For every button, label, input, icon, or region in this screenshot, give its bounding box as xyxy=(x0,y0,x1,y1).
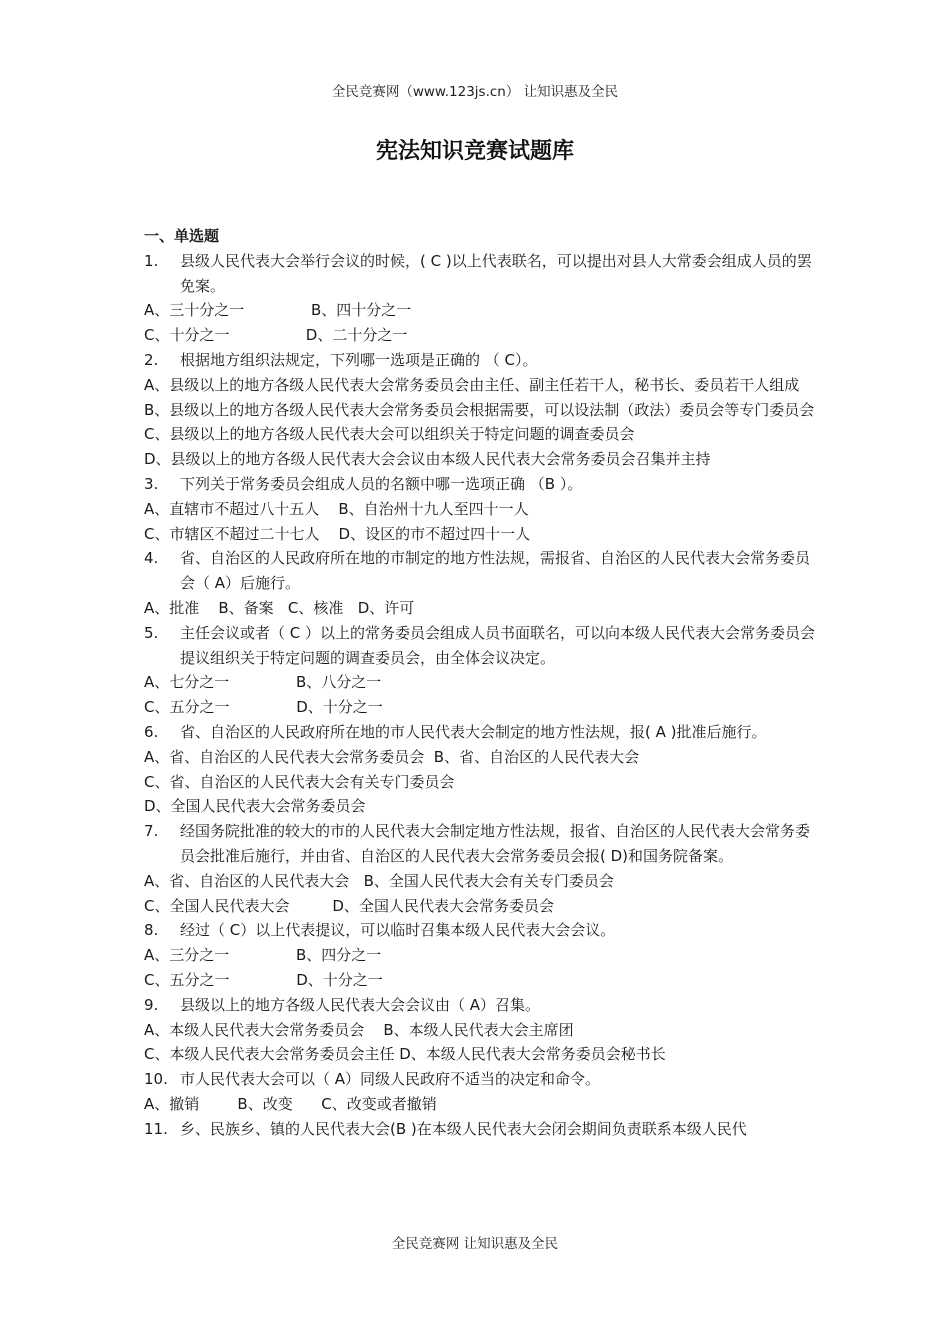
question-text: 县级以上的地方各级人民代表大会会议由（ A）召集。 xyxy=(180,995,541,1014)
answer-options: C、省、自治区的人民代表大会有关专门委员会 xyxy=(144,772,455,791)
question-number: 5. xyxy=(144,623,159,642)
question-number: 2. xyxy=(144,350,159,369)
question-item xyxy=(144,819,824,869)
question-text: 主任会议或者（ C ）以上的常务委员会组成人员书面联名，可以向本级人民代表大会常务委员会提议组织关于特定问题的调查委员会，由全体会议决定。 xyxy=(180,623,816,667)
answer-options: A、省、自治区的人民代表大会常务委员会 B、省、自治区的人民代表大会 xyxy=(144,747,640,766)
question-number: 9. xyxy=(144,995,159,1014)
question-item xyxy=(144,546,824,596)
answer-options: C、市辖区不超过二十七人 D、设区的市不超过四十一人 xyxy=(144,524,531,543)
question-number: 4. xyxy=(144,549,159,568)
question-number: 6. xyxy=(144,722,159,741)
question-number: 7. xyxy=(144,822,159,841)
question-number: 11. xyxy=(144,1119,168,1138)
answer-option: A、县级以上的地方各级人民代表大会常务委员会由主任、副主任若干人，秘书长、委员若干人组成 xyxy=(144,375,800,394)
answer-options: D、全国人民代表大会常务委员会 xyxy=(144,797,366,816)
answer-options: A、撤销 B、改变 C、改变或者撤销 xyxy=(144,1094,437,1113)
question-lines xyxy=(144,249,824,1142)
question-number: 3. xyxy=(144,474,159,493)
answer-options: A、批准 B、备案 C、核准 D、许可 xyxy=(144,598,415,617)
answer-options: A、七分之一 B、八分之一 xyxy=(144,673,382,692)
question-item xyxy=(144,1067,824,1092)
question-item xyxy=(144,918,824,943)
section-heading: 一、单选题 xyxy=(144,227,220,245)
question-item xyxy=(144,348,824,373)
question-item xyxy=(144,621,824,671)
answer-options: C、十分之一 D、二十分之一 xyxy=(144,326,408,345)
question-item xyxy=(144,472,824,497)
page-title: 宪法知识竞赛试题库 xyxy=(375,139,574,164)
answer-options: C、五分之一 D、十分之一 xyxy=(144,698,383,717)
answer-options: A、三分之一 B、四分之一 xyxy=(144,946,382,965)
question-number: 10. xyxy=(144,1070,168,1089)
answer-options: A、直辖市不超过八十五人 B、自治州十九人至四十一人 xyxy=(144,499,529,518)
question-text: 市人民代表大会可以（ A）同级人民政府不适当的决定和命令。 xyxy=(180,1070,601,1089)
question-text: 经过（ C）以上代表提议，可以临时召集本级人民代表大会会议。 xyxy=(180,921,616,940)
page-header: 全民竞赛网（www.123js.cn） 让知识惠及全民 xyxy=(331,84,619,100)
answer-options: D、县级以上的地方各级人民代表大会会议由本级人民代表大会常务委员会召集并主持 xyxy=(144,450,711,469)
question-number: 1. xyxy=(144,251,159,270)
question-text: 根据地方组织法规定，下列哪一选项是正确的 （ C）。 xyxy=(180,350,538,369)
answer-options: C、五分之一 D、十分之一 xyxy=(144,970,383,989)
question-item xyxy=(144,720,824,745)
question-text: 经国务院批准的较大的市的人民代表大会制定地方性法规，报省、自治区的人民代表大会常务委员会批准后施行，并由省、自治区的人民代表大会常务委员会报( D)和国务院备案。 xyxy=(180,822,811,865)
answer-options: A、三十分之一 B、四十分之一 xyxy=(144,301,412,320)
answer-options: C、全国人民代表大会 D、全国人民代表大会常务委员会 xyxy=(144,896,554,915)
answer-options: C、县级以上的地方各级人民代表大会可以组织关于特定问题的调查委员会 xyxy=(144,425,635,444)
question-text: 省、自治区的人民政府所在地的市人民代表大会制定的地方性法规，报( A )批准后施行。 xyxy=(180,722,767,741)
answer-options: A、省、自治区的人民代表大会 B、全国人民代表大会有关专门委员会 xyxy=(144,871,614,890)
answer-options: A、本级人民代表大会常务委员会 B、本级人民代表大会主席团 xyxy=(144,1020,574,1039)
answer-option: B、县级以上的地方各级人民代表大会常务委员会根据需要，可以设法制（政法）委员会等专门委员会 xyxy=(144,400,815,419)
question-text: 县级人民代表大会举行会议的时候，( C )以上代表联名，可以提出对县人大常委会组成人员的罢免案。 xyxy=(180,251,812,295)
question-number: 8. xyxy=(144,921,159,940)
question-item xyxy=(144,249,824,299)
question-item xyxy=(144,1117,824,1142)
answer-options: C、本级人民代表大会常务委员会主任 D、本级人民代表大会常务委员会秘书长 xyxy=(144,1045,666,1064)
page-footer: 全民竞赛网 让知识惠及全民 xyxy=(391,1236,559,1252)
question-text: 乡、民族乡、镇的人民代表大会(B )在本级人民代表大会闭会期间负责联系本级人民代 xyxy=(180,1119,747,1138)
question-item xyxy=(144,993,824,1018)
question-text: 下列关于常务委员会组成人员的名额中哪一选项正确 （B ）。 xyxy=(180,474,583,493)
question-text: 省、自治区的人民政府所在地的市制定的地方性法规，需报省、自治区的人民代表大会常务委员会（ A）后施行。 xyxy=(180,549,811,593)
question-list xyxy=(144,224,824,1141)
